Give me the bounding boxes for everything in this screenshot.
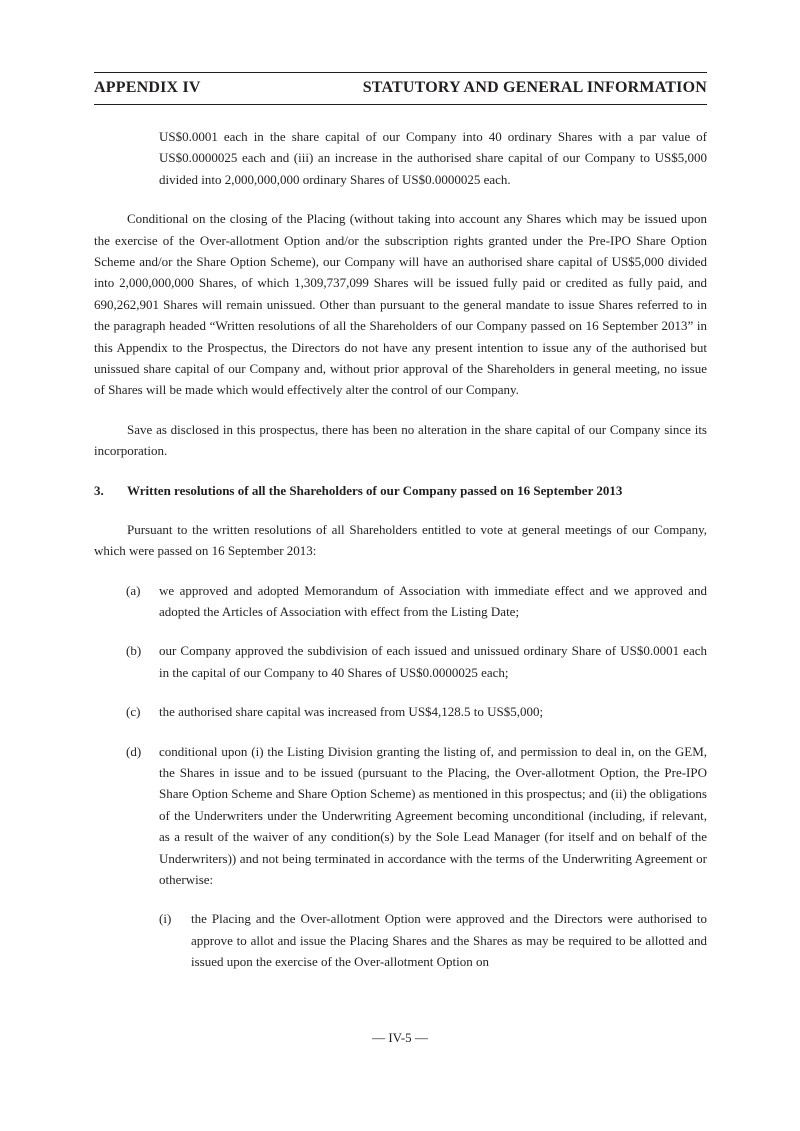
list-item-text: the authorised share capital was increased from US$4,128.5 to US$5,000; (159, 704, 544, 720)
sub-list-item-label: (i) (159, 911, 172, 927)
continuation-text: US$0.0001 each in the share capital of our Company into 40 ordinary Shares with a par value of US$0.0000025 each and (iii) an increase in the authorised share capital of our Company to US$5,000 divided into 2,000,000,000 ordinary Shares of US$0.0000025 each. (159, 129, 707, 187)
list-item (94, 741, 707, 891)
list-item-label: (a) (126, 582, 141, 598)
list-item-text: conditional upon (i) the Listing Division granting the listing of, and permission to deal in, on the GEM, the Shares in issue and to be issued (pursuant to the Placing, the Over-allotment Option, the Pre-IPO Share Option Scheme and Share Option Scheme) as mentioned in this prospectus; and (ii) the obligations of the Underwriters under the Underwriting Agreement becoming unconditional (including, if relevant, as a result of the waiver of any condition(s) by the Sole Lead Manager (for itself and on behalf of the Underwriters)) and not being terminated in accordance with the terms of the Underwriting Agreement or otherwise: (159, 743, 707, 887)
header-rule-top (94, 72, 707, 73)
paragraph-authorised-capital: Conditional on the closing of the Placing (without taking into account any Shares which may be issued upon the exercise of the Over-allotment Option and/or the subscription rights granted under the Pre-IPO Share Option Scheme and/or the Share Option Scheme), our Company will have an authorised share capital of US$5,000 divided into 2,000,000,000 Shares, of which 1,309,737,099 Shares will be issued fully paid or credited as fully paid, and 690,262,901 Shares will remain unissued. Other than pursuant to the general mandate to issue Shares referred to in the paragraph headed “Written resolutions of all the Shareholders of our Company passed on 16 September 2013” in this Appendix to the Prospectus, the Directors do not have any present intention to issue any of the authorised but unissued share capital of our Company and, without prior approval of the Shareholders in general meeting, no issue of Shares will be made which would effectively alter the control of our Company. (94, 211, 707, 398)
list-item-text: our Company approved the subdivision of each issued and unissued ordinary Share of US$0.0001 each in the capital of our Company to 40 Shares of US$0.0000025 each; (159, 643, 707, 680)
list-item (94, 640, 707, 683)
list-item-text: we approved and adopted Memorandum of Association with immediate effect and we approved and adopted the Articles of Association with effect from the Listing Date; (159, 582, 707, 619)
document-body (94, 126, 707, 973)
header-rule-bottom (94, 104, 707, 105)
sub-list-item-text: the Placing and the Over-allotment Option were approved and the Directors were authorised to approve to allot and issue the Placing Shares and the Shares as may be required to be allotted and issued upon the exercise of the Over-allotment Option on (191, 911, 707, 970)
list-item (94, 701, 707, 722)
section-title: STATUTORY AND GENERAL INFORMATION (362, 79, 707, 96)
section-heading (94, 480, 707, 501)
list-item-label: (c) (126, 704, 141, 720)
page-number: — IV-5 — (372, 1030, 428, 1045)
list-item (94, 580, 707, 623)
section-heading-text: Written resolutions of all the Shareholders of our Company passed on 16 September 2013 (127, 482, 623, 498)
section-number: 3. (94, 482, 104, 498)
appendix-label: APPENDIX IV (94, 79, 201, 96)
page-header (94, 79, 707, 101)
paragraph-no-alteration: Save as disclosed in this prospectus, there has been no alteration in the share capital of our Company since its incorporation. (94, 421, 707, 459)
sub-list-item (94, 908, 707, 972)
section-intro: Pursuant to the written resolutions of all Shareholders entitled to vote at general meetings of our Company, which were passed on 16 September 2013: (94, 521, 707, 559)
list-item-label: (b) (126, 643, 142, 659)
list-item-label: (d) (126, 743, 142, 759)
